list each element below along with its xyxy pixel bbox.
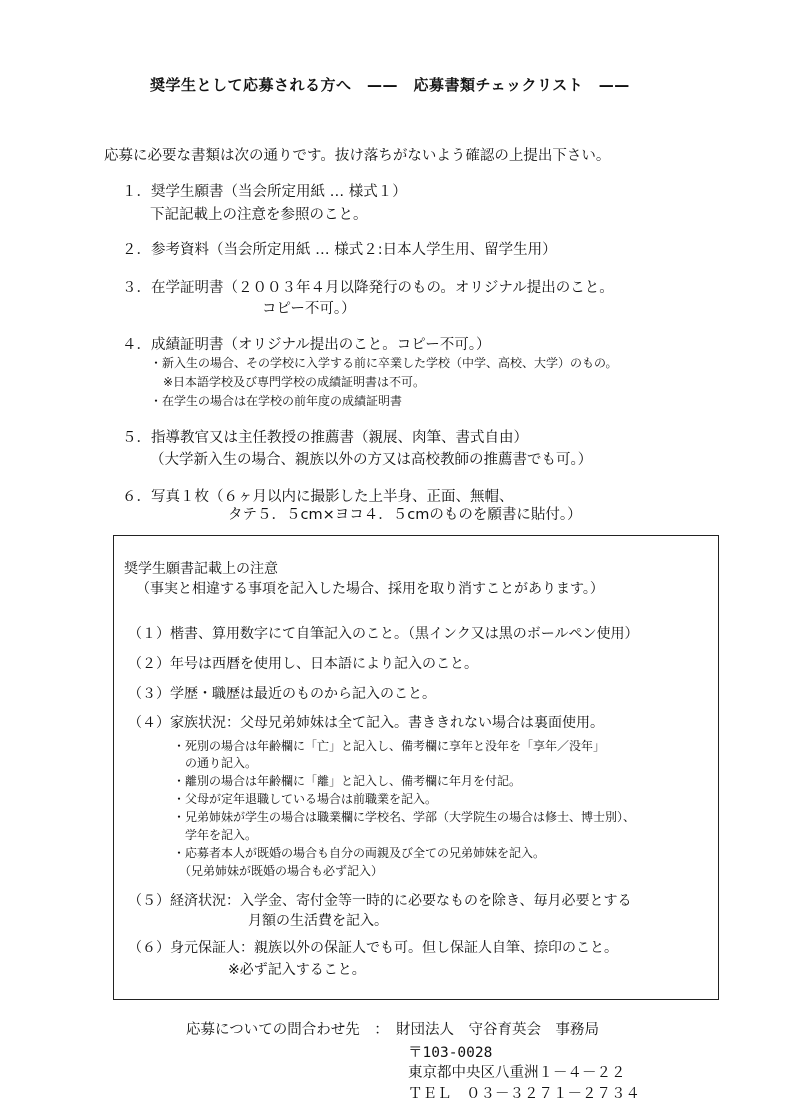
checklist-item-4-sub: ・新入生の場合、その学校に入学する前に卒業した学校（中学、高校、大学）のもの。 xyxy=(150,356,618,370)
address: 東京都中央区八重洲１－４－２２ xyxy=(408,1065,626,1081)
checklist-item-6-note: タテ５．５cm×ヨコ４．５cmのものを願書に貼付。） xyxy=(228,507,582,523)
note-6: （６）身元保証人：親族以外の保証人でも可。但し保証人自筆、捺印のこと。 xyxy=(128,940,618,956)
note-4-sub: の通り記入。 xyxy=(173,756,258,770)
note-5: （５）経済状況：入学金、寄付金等一時的に必要なものを除き、毎月必要とする xyxy=(128,893,632,909)
postal-code: 〒103-0028 xyxy=(408,1045,493,1061)
intro-text: 応募に必要な書類は次の通りです。抜け落ちがないよう確認の上提出下さい。 xyxy=(104,148,611,164)
note-6-cont: ※必ず記入すること。 xyxy=(228,962,366,978)
checklist-item-1: １．奨学生願書（当会所定用紙 … 様式１） xyxy=(122,184,407,200)
checklist-item-5-note: （大学新入生の場合、親族以外の方又は高校教師の推薦書でも可。） xyxy=(150,452,593,468)
note-3: （３）学歴・職歴は最近のものから記入のこと。 xyxy=(128,686,436,702)
note-4-sub: ・離別の場合は年齢欄に「離」と記入し、備考欄に年月を付記。 xyxy=(173,774,522,788)
checklist-item-2: ２．参考資料（当会所定用紙 … 様式２:日本人学生用、留学生用） xyxy=(122,242,557,258)
notes-heading: 奨学生願書記載上の注意 xyxy=(124,561,278,577)
checklist-item-4-sub: ※日本語学校及び専門学校の成績証明書は不可。 xyxy=(163,375,426,389)
note-5-cont: 月額の生活費を記入。 xyxy=(248,913,388,929)
note-4-sub: ・兄弟姉妹が学生の場合は職業欄に学校名、学部（大学院生の場合は修士、博士別）、 xyxy=(173,810,636,824)
checklist-item-3: ３．在学証明書（２００３年４月以降発行のもの。オリジナル提出のこと。 xyxy=(122,280,614,296)
note-4-sub: 学年を記入。 xyxy=(173,828,258,842)
note-1: （１）楷書、算用数字にて自筆記入のこと。（黒インク又は黒のボールペン使用） xyxy=(128,626,639,642)
checklist-item-4-sub: ・在学生の場合は在学校の前年度の成績証明書 xyxy=(150,394,403,408)
checklist-item-4: ４．成績証明書（オリジナル提出のこと。コピー不可。） xyxy=(122,337,491,353)
checklist-item-1-note: 下記記載上の注意を参照のこと。 xyxy=(150,207,368,223)
notes-warning: （事実と相違する事項を記入した場合、採用を取り消すことがあります。） xyxy=(136,581,604,597)
checklist-item-3-note: コピー不可。） xyxy=(262,301,356,317)
telephone: ＴＥＬ ０３－３２７１－２７３４ xyxy=(408,1086,640,1102)
checklist-item-6: ６．写真１枚（６ヶ月以内に撮影した上半身、正面、無帽、 xyxy=(122,489,514,505)
contact-label: 応募についての問合わせ先 ： 財団法人 守谷育英会 事務局 xyxy=(186,1022,599,1038)
checklist-item-5: ５．指導教官又は主任教授の推薦書（親展、肉筆、書式自由） xyxy=(122,430,528,446)
note-2: （２）年号は西暦を使用し、日本語により記入のこと。 xyxy=(128,656,478,672)
note-4: （４）家族状況：父母兄弟姉妹は全て記入。書ききれない場合は裏面使用。 xyxy=(128,715,604,731)
note-4-sub: ・死別の場合は年齢欄に「亡」と記入し、備考欄に享年と没年を「享年／没年」 xyxy=(173,739,606,753)
note-4-sub: ・父母が定年退職している場合は前職業を記入。 xyxy=(173,792,438,806)
note-4-sub: ・応募者本人が既婚の場合も自分の両親及び全ての兄弟姉妹を記入。 xyxy=(173,846,546,860)
note-4-sub: （兄弟姉妹が既婚の場合も必ず記入） xyxy=(173,864,384,878)
page-title: 奨学生として応募される方へ —— 応募書類チェックリスト —— xyxy=(150,76,630,94)
